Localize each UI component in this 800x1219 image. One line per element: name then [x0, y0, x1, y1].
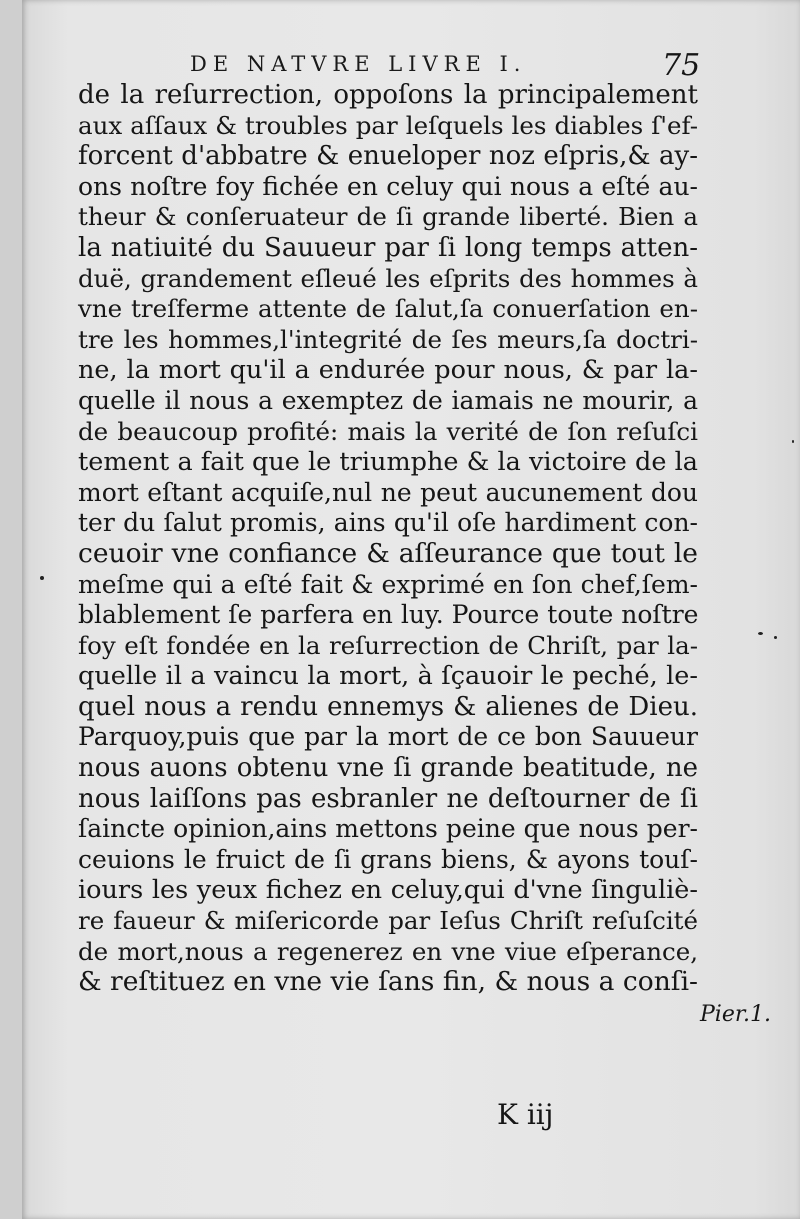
text-line: ons noſtre foy fichée en celuy qui nous a eſté au- [78, 171, 698, 201]
running-head: DE NATVRE LIVRE I. [190, 52, 527, 76]
text-line: theur & conſeruateur de ſi grande liberté. Bien a [78, 202, 698, 232]
text-line: quelle il nous a exemptez de iamais ne mourir, a [78, 385, 698, 415]
text-line: de mort,nous a regenerez en vne viue eſperance, [78, 936, 698, 966]
text-line: quelle il a vaincu la mort, à ſçauoir le peché, le- [78, 661, 698, 692]
text-line: ceuions le fruict de ſi grans biens, & ayons touſ- [78, 844, 698, 874]
text-line: ſaincte opinion,ains mettons peine que nous per- [78, 814, 698, 844]
text-line: aux aſſaux & troubles par leſquels les diables ſ'ef- [78, 110, 698, 140]
text-line: vne treſferme attente de ſalut,ſa conuerſation en- [78, 294, 698, 324]
text-line: re faueur & miſericorde par Ieſus Chriſt reſuſcité [78, 906, 698, 936]
text-line: tre les hommes,l'integrité de ſes meurs,ſa doctri- [78, 324, 698, 354]
text-line: Parquoy,puis que par la mort de ce bon Sauueur [78, 722, 698, 752]
text-line: duë, grandement eſleué les eſprits des hommes à [78, 263, 698, 293]
text-line: foy eſt fondée en la reſurrection de Chriſt, par la- [78, 630, 698, 660]
text-line: blablement ſe parfera en luy. Pource toute noſtre [78, 600, 699, 630]
ink-speck [40, 576, 44, 580]
text-line: quel nous a rendu ennemys & alienes de Dieu. [78, 691, 698, 722]
page-number: 75 [662, 48, 701, 83]
signature-mark: K iij [497, 1098, 554, 1131]
body-text [78, 80, 698, 998]
text-line: tement a fait que le triumphe & la victoire de la [78, 447, 698, 478]
text-line: iours les yeux fichez en celuy,qui d'vne ſinguliè- [78, 875, 698, 906]
ink-speck [792, 440, 794, 443]
text-line: ter du ſalut promis, ains qu'il oſe hardiment con- [78, 508, 698, 538]
margin-note: Pier.1. [700, 1002, 771, 1027]
text-line: meſme qui a eſté fait & exprimé en ſon chef,ſem- [78, 569, 698, 599]
text-line: nous auons obtenu vne ſi grande beatitude, ne [78, 753, 698, 784]
text-line: & reſtituez en vne vie ſans fin, & nous a conſi- [78, 966, 698, 998]
text-line: mort eſtant acquiſe,nul ne peut aucunement dou [78, 477, 698, 507]
text-line: ne, la mort qu'il a endurée pour nous, & par la- [78, 355, 698, 386]
book-page [22, 0, 800, 1219]
text-line: la natiuité du Sauueur par ſi long temps atten- [78, 232, 698, 263]
text-line: de la reſurrection, oppoſons la principalement [78, 80, 698, 110]
ink-speck [758, 632, 763, 635]
ink-speck [774, 636, 777, 639]
text-line: nous laiſſons pas esbranler ne deſtourner de ſi [78, 783, 698, 814]
text-line: de beaucoup profité: mais la verité de ſon reſuſci [78, 416, 698, 446]
text-line: ceuoir vne confiance & aſſeurance que tout le [78, 537, 698, 569]
text-line: forcent d'abbatre & enueloper noz eſpris,& ay- [78, 141, 698, 172]
